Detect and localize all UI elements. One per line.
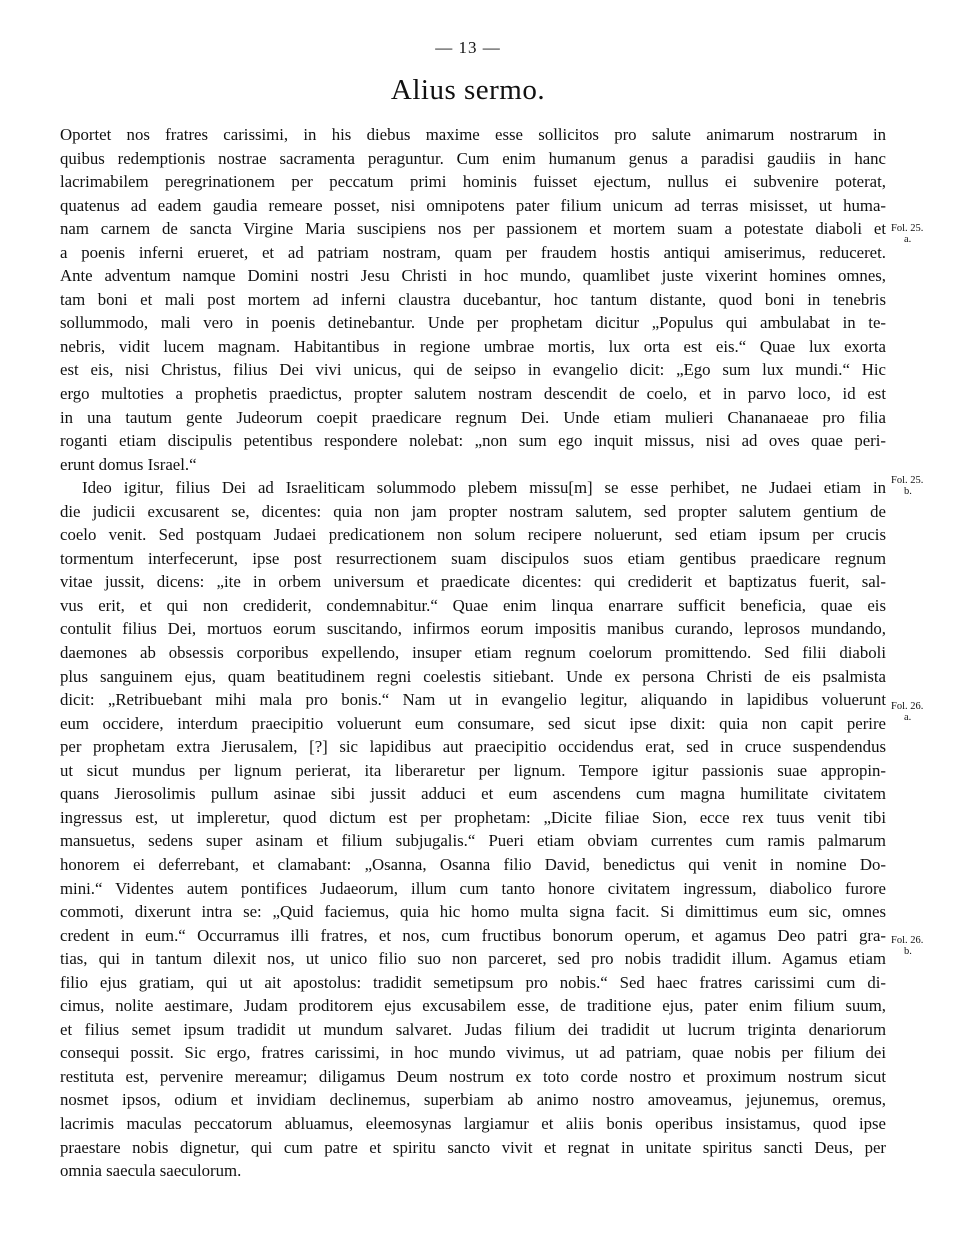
page-number: — 13 — xyxy=(435,38,501,57)
text-line: lacrimis maculas peccatorum abluamus, eleemosynas largiamur et aliis bonis operibus insistamus, quod ipse xyxy=(60,1113,886,1133)
folio-side: a. xyxy=(904,234,912,245)
text-line: consequi possit. Sic ergo, fratres carissimi, in hoc mundo vivimus, ut ad patriam, quae nobis per filium dei xyxy=(60,1043,886,1063)
text-line: tam boni et mali post mortem ad inferni claustra ducebantur, hoc tantum distante, quod boni in tenebris xyxy=(60,289,886,309)
body-text xyxy=(60,123,886,1183)
text-line: per prophetam extra Jierusalem, [?] sic lapidibus aut praecipitio occidendus erat, sed in cruce suspendendus xyxy=(60,737,886,757)
text-line: a poenis inferni erueret, et ad patriam nostram, quam per fraudem hostis antiqui amiserimus, reduceret. xyxy=(60,242,886,262)
folio-side: a. xyxy=(904,712,912,723)
text-line: omnia saecula saeculorum. xyxy=(60,1161,242,1181)
folio-marker xyxy=(891,935,923,957)
text-line: ut sicut mundus per lignum perierat, ita liberaretur per lignum. Tempore igitur passionis suae appropin- xyxy=(60,760,886,780)
text-line: Ideo igitur, filius Dei ad Israeliticam solummodo plebem missu[m] se esse perhibet, ne Judaei etiam in xyxy=(82,478,886,498)
text-line: nam carnem de sancta Virgine Maria suscipiens nos per passionem et mortem suam a potestate diaboli et xyxy=(60,219,886,239)
text-line: quatenus ad eadem gaudia remeare posset, nisi omnipotens pater filium unicum ad terras misisset, ut huma- xyxy=(60,195,886,215)
text-line: ingressus est, ut impleretur, quod dictum est per prophetam: „Dicite filiae Sion, ecce rex tuus venit tibi xyxy=(60,807,886,827)
text-line: cimus, nolite aestimare, Judam proditorem ejus excusabilem esse, de traditione ejus, pater enim filium suum, xyxy=(60,996,886,1016)
folio-marker xyxy=(891,701,923,723)
folio-side: b. xyxy=(904,946,912,957)
text-line: nebris, vidit lucem magnam. Habitantibus in regione umbrae mortis, lux orta est eis.“ Quae lux exorta xyxy=(60,336,886,356)
text-line: praestare nobis dignetur, qui cum patre et spiritu sancto vivit et regnat in unitate spiritus sancti Deus, per xyxy=(60,1137,886,1157)
folio-label: Fol. 25. xyxy=(891,475,924,486)
text-line: in una tautum gente Judeorum coepit praedicare regnum Dei. Unde etiam mulieri Chananaeae pro filia xyxy=(60,407,886,427)
folio-label: Fol. 25. xyxy=(891,223,924,234)
text-line: restituta est, pervenire mereamur; diligamus Deum nostrum ex toto corde nostro et proximum nostrum sicut xyxy=(60,1066,886,1086)
folio-marker xyxy=(891,223,923,245)
text-line: erunt domus Israel.“ xyxy=(60,454,197,474)
text-line: et filius semet ipsum tradidit ut mundum salvaret. Judas filium dei tradidit ut lucrum triginta denariorum xyxy=(60,1019,886,1039)
text-line: vus erit, et qui non crediderit, condemnabitur.“ Quae enim linqua enarrare sufficit beneficia, quae eis xyxy=(60,595,886,615)
folio-label: Fol. 26. xyxy=(891,935,924,946)
folio-label: Fol. 26. xyxy=(891,701,924,712)
text-line: Ante adventum namque Domini nostri Jesu Christi in hoc mundo, quamlibet juste vixerint homines omnes, xyxy=(60,266,886,286)
text-line: Oportet nos fratres carissimi, in his diebus maxime esse sollicitos pro salute animarum nostrarum in xyxy=(60,125,886,144)
text-line: tormentum interfecerunt, ipse post resurrectionem suam discipulos suos etiam gentibus praedicare regnum xyxy=(60,548,886,568)
text-line: tias, qui in tantum dilexit nos, ut unico filio suo non parceret, sed pro nobis tradidit illum. Agamus etiam xyxy=(60,949,886,969)
text-line: mini.“ Videntes autem pontifices Judaeorum, illum cum tanto honore civitatem ingressum, diabolico furore xyxy=(60,878,886,898)
text-line: plus sanguinem ejus, quam beatitudinem regni coelestis sitiebant. Unde ex persona Christi de eis psalmista xyxy=(60,666,886,686)
text-line: eum occidere, interdum praecipitio voluerunt eum consumare, sed sicut ipse dixit: quia non capit perire xyxy=(60,713,886,733)
text-line: roganti etiam discipulis petentibus respondere nolebat: „non sum ego inquit missus, nisi ad oves quae peri- xyxy=(60,431,886,451)
text-line: quibus redemptionis nostrae sacramenta peraguntur. Cum enim humanum genus a paradisi gaudiis in hanc xyxy=(60,148,886,168)
page-title: Alius sermo. xyxy=(390,74,546,106)
text-line: mansuetus, sedens super asinam et filium subjugalis.“ Pueri etiam obviam currentes cum ramis palmarum xyxy=(60,831,886,851)
text-line: sollummodo, mali vero in poenis detinebantur. Unde per prophetam dicitur „Populus qui ambulabat in te- xyxy=(60,313,886,333)
text-line: quans Jierosolimis pullum asinae sibi jussit adduci et eum ascendens cum magna humilitate civitatem xyxy=(60,784,886,804)
text-line: filio ejus gratiam, qui ut ait apostolus: tradidit semetipsum pro nobis.“ Sed haec fratres carissimi cum di- xyxy=(60,972,886,992)
text-line: nosmet ipsos, odium et invidiam declinemus, superbiam ab animo nostro amoveamus, jejunemus, oremus, xyxy=(60,1090,886,1110)
text-line: credent in eum.“ Occurramus illi fratres, et nos, cum fructibus bonorum operum, et agamus Deo patri gra- xyxy=(60,925,886,945)
text-line: die judicii excusarent se, dicentes: quia non jam propter nostram salutem, sed propter salutem gentium de xyxy=(60,501,886,521)
text-line: coelo venit. Sed postquam Judaei predicationem non solum recipere noluerunt, sed etiam ipsum per crucis xyxy=(60,525,886,545)
text-line: commoti, dixerunt intra se: „Quid faciemus, quia hic homo multa signa facit. Si dimittimus eum sic, omnes xyxy=(60,902,886,922)
text-line: vitae jussit, dicens: „ite in orbem universum et praedicate dicentes: qui crediderit et baptizatus fuerit, sal- xyxy=(60,572,886,592)
text-line: contulit filius Dei, mortuos eorum suscitando, infirmos eorum impositis manibus curando, leprosos mundando, xyxy=(60,619,886,639)
text-line: dicit: „Retribuebant mihi mala pro bonis.“ Nam ut in evangelio legitur, aliquando in lapidibus voluerunt xyxy=(60,690,886,710)
text-line: daemones ab obsessis corporibus expellendo, insuper etiam regnum coelorum promittendo. Sed filii diaboli xyxy=(60,643,886,663)
text-line: honorem ei deferrebant, et clamabant: „Osanna, Osanna filio David, benedictus qui venit in nomine Do- xyxy=(60,854,886,874)
folio-marker xyxy=(891,475,923,497)
text-line: est eis, nisi Christus, filius Dei vivi unicus, qui de seipso in evangelio dicit: „Ego sum lux mundi.“ Hic xyxy=(60,360,886,380)
text-line: lacrimabilem peregrinationem per peccatum primi hominis fuisset ejectum, nullus ei subvenire poterat, xyxy=(60,172,886,192)
folio-side: b. xyxy=(904,486,912,497)
text-line: ergo multoties a prophetis praedictus, propter salutem nostram descendit de coelo, et in parvo loco, id est xyxy=(60,384,886,404)
